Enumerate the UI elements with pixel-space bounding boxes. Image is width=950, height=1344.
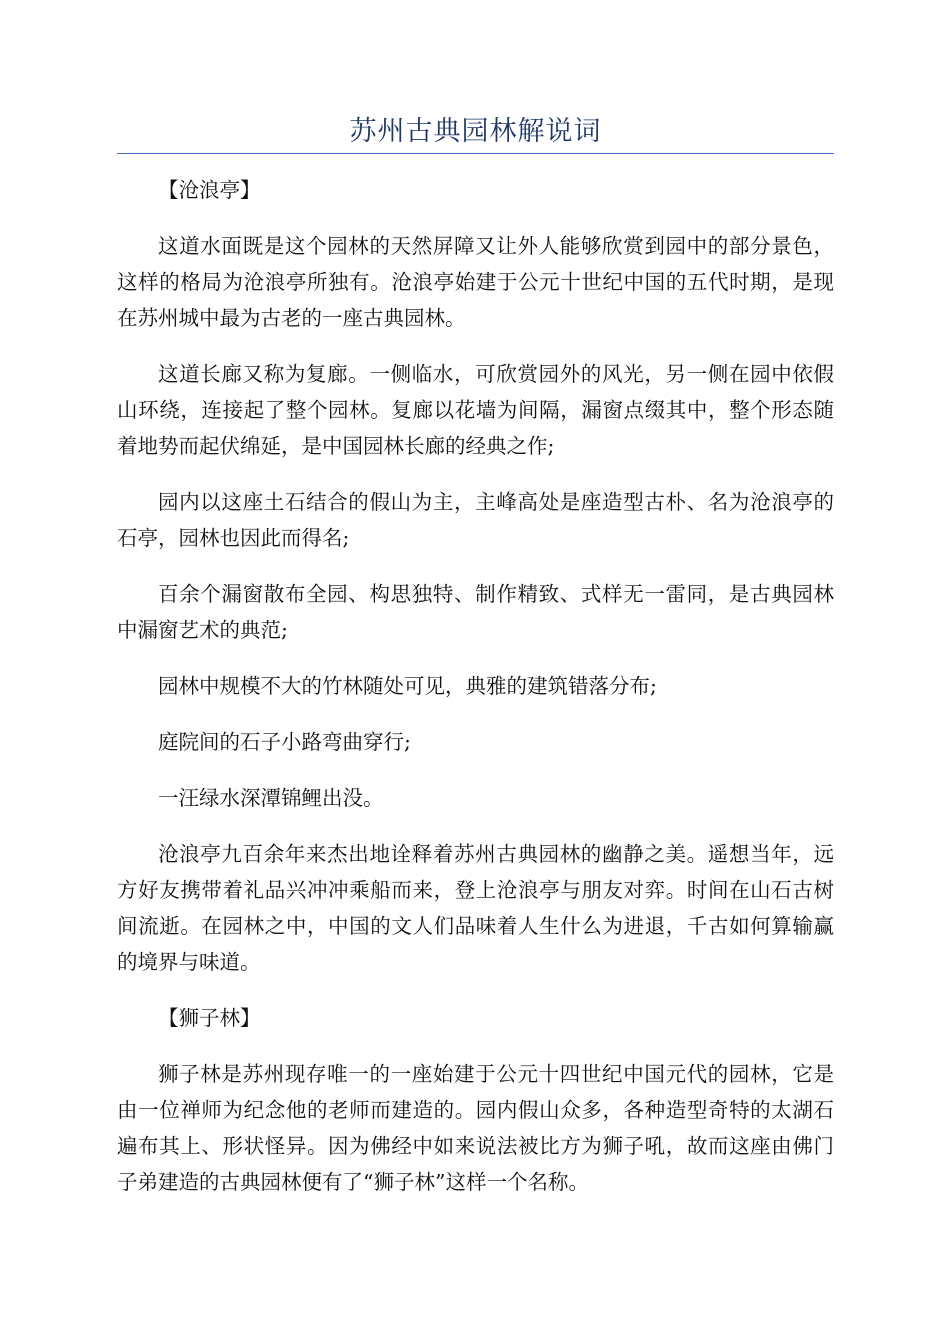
paragraph: 这道长廊又称为复廊。一侧临水，可欣赏园外的风光，另一侧在园中依假山环绕，连接起了整个园林。复廊以花墙为间隔，漏窗点缀其中，整个形态随着地势而起伏绵延，是中国园林长廊的经典之作; — [117, 362, 834, 458]
title-underline — [117, 153, 834, 154]
section-heading-shizilin: 【狮子林】 — [158, 1006, 261, 1030]
section-heading-canglangting: 【沧浪亭】 — [158, 178, 261, 202]
paragraph: 百余个漏窗散布全园、构思独特、制作精致、式样无一雷同，是古典园林中漏窗艺术的典范; — [117, 582, 834, 642]
paragraph: 这道水面既是这个园林的天然屏障又让外人能够欣赏到园中的部分景色，这样的格局为沧浪亭所独有。沧浪亭始建于公元十世纪中国的五代时期，是现在苏州城中最为古老的一座古典园林。 — [117, 234, 834, 330]
document-body — [117, 172, 834, 1220]
paragraph: 一汪绿水深潭锦鲤出没。 — [158, 786, 384, 810]
document-title: 苏州古典园林解说词 — [349, 116, 602, 147]
paragraph: 园林中规模不大的竹林随处可见，典雅的建筑错落分布; — [158, 674, 657, 698]
paragraph: 园内以这座土石结合的假山为主，主峰高处是座造型古朴、名为沧浪亭的石亭，园林也因此而得名; — [117, 490, 834, 550]
paragraph: 沧浪亭九百余年来杰出地诠释着苏州古典园林的幽静之美。遥想当年，远方好友携带着礼品兴冲冲乘船而来，登上沧浪亭与朋友对弈。时间在山石古树间流逝。在园林之中，中国的文人们品味着人生什么为进退，千古如何算输赢的境界与味道。 — [117, 842, 834, 974]
paragraph: 庭院间的石子小路弯曲穿行; — [158, 730, 411, 754]
paragraph: 狮子林是苏州现存唯一的一座始建于公元十四世纪中国元代的园林，它是由一位禅师为纪念他的老师而建造的。园内假山众多，各种造型奇特的太湖石遍布其上、形状怪异。因为佛经中如来说法被比方为狮子吼，故而这座由佛门子弟建造的古典园林便有了“狮子林”这样一个名称。 — [117, 1062, 834, 1194]
